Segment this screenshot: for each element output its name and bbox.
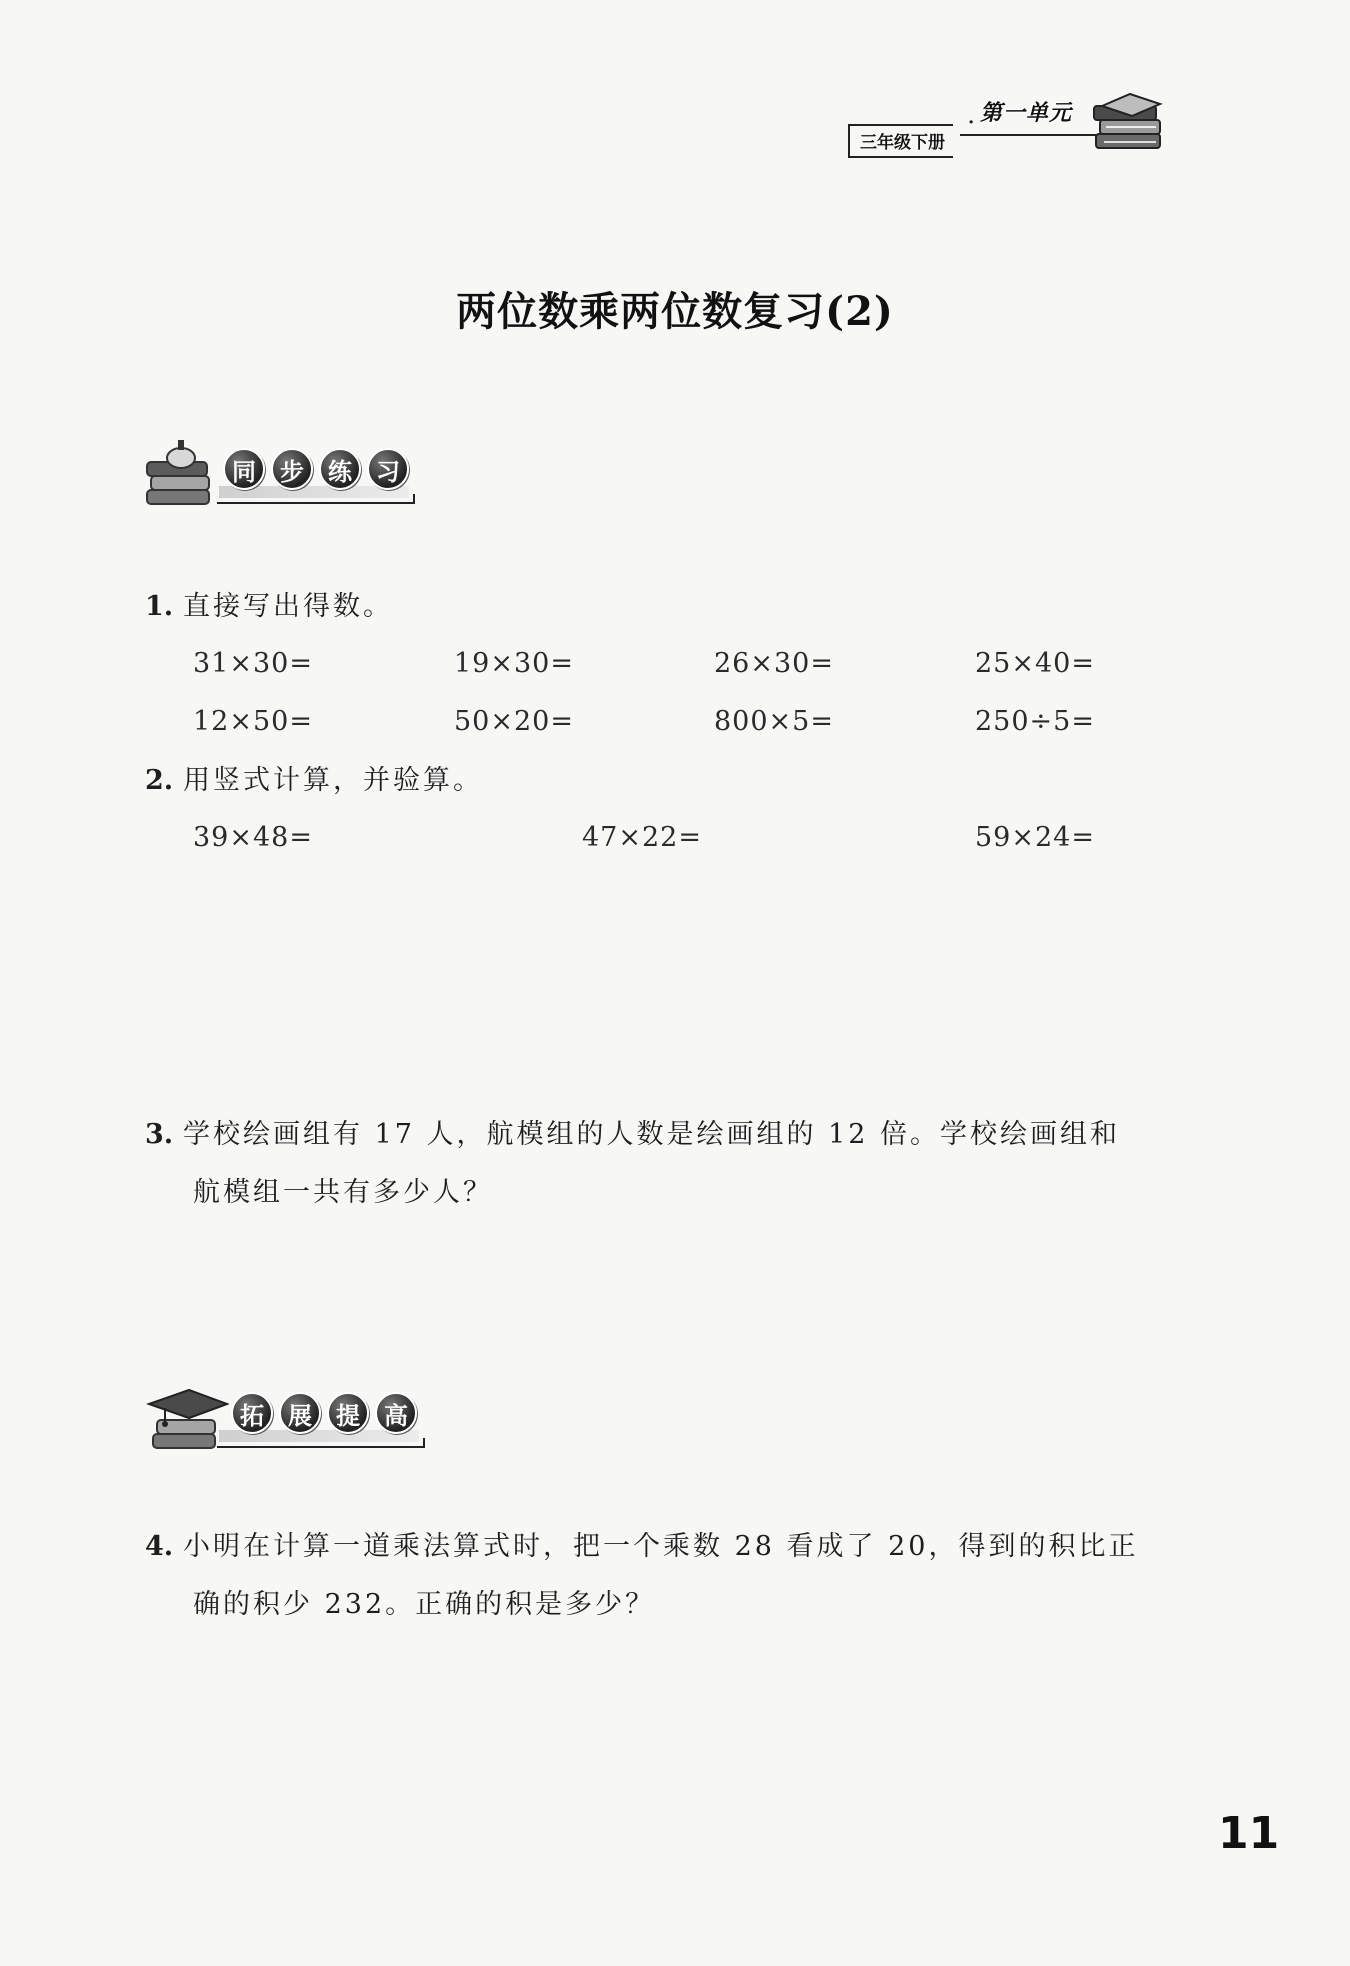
calc-item: 19×30= (454, 648, 574, 679)
banner-underline (217, 1438, 425, 1448)
calc-item: 59×24= (975, 822, 1095, 853)
banner-title (223, 448, 409, 490)
calc-item: 800×5= (714, 706, 834, 737)
question-1 (145, 578, 393, 636)
header-rule (960, 134, 1100, 136)
calc-item: 39×48= (193, 822, 313, 853)
question-text: 直接写出得数。 (183, 591, 393, 622)
question-text-line1: 学校绘画组有 17 人，航模组的人数是绘画组的 12 倍。学校绘画组和 (183, 1119, 1121, 1150)
section-banner-extension (145, 1382, 435, 1462)
question-3 (145, 1106, 1120, 1222)
page-number: 11 (1218, 1808, 1280, 1859)
header-dot: · (968, 112, 975, 133)
calc-item: 50×20= (454, 706, 574, 737)
calc-item: 12×50= (193, 706, 313, 737)
banner-underline (217, 494, 415, 504)
books-stack-icon (1090, 90, 1170, 162)
question-text-line2: 确的积少 232。正确的积是多少？ (193, 1589, 656, 1620)
question-number: 1. (145, 591, 174, 622)
question-number: 3. (145, 1119, 174, 1150)
lamp-books-icon (145, 438, 225, 518)
grade-label: 三年级下册 (848, 124, 953, 158)
banner-chip: 同 (223, 448, 265, 490)
unit-label: 第一单元 (980, 101, 1073, 126)
banner-chip: 展 (279, 1392, 321, 1434)
banner-chip: 练 (319, 448, 361, 490)
section-banner-practice (145, 438, 425, 518)
question-text-line1: 小明在计算一道乘法算式时，把一个乘数 28 看成了 20，得到的积比正 (183, 1531, 1139, 1562)
banner-title (231, 1392, 417, 1434)
page-title: 两位数乘两位数复习(2) (456, 288, 894, 335)
unit-header (840, 90, 1180, 170)
question-4 (145, 1518, 1138, 1634)
question-number: 2. (145, 765, 174, 796)
banner-chip: 拓 (231, 1392, 273, 1434)
question-text-line2: 航模组一共有多少人？ (193, 1177, 493, 1208)
calc-item: 250÷5= (975, 706, 1095, 737)
graduation-cap-books-icon (145, 1382, 229, 1462)
calc-item: 47×22= (582, 822, 702, 853)
banner-chip: 提 (327, 1392, 369, 1434)
question-2 (145, 752, 483, 810)
banner-chip: 习 (367, 448, 409, 490)
calc-item: 26×30= (714, 648, 834, 679)
question-text: 用竖式计算，并验算。 (183, 765, 483, 796)
question-number: 4. (145, 1531, 174, 1562)
banner-chip: 高 (375, 1392, 417, 1434)
calc-item: 31×30= (193, 648, 313, 679)
banner-chip: 步 (271, 448, 313, 490)
calc-item: 25×40= (975, 648, 1095, 679)
